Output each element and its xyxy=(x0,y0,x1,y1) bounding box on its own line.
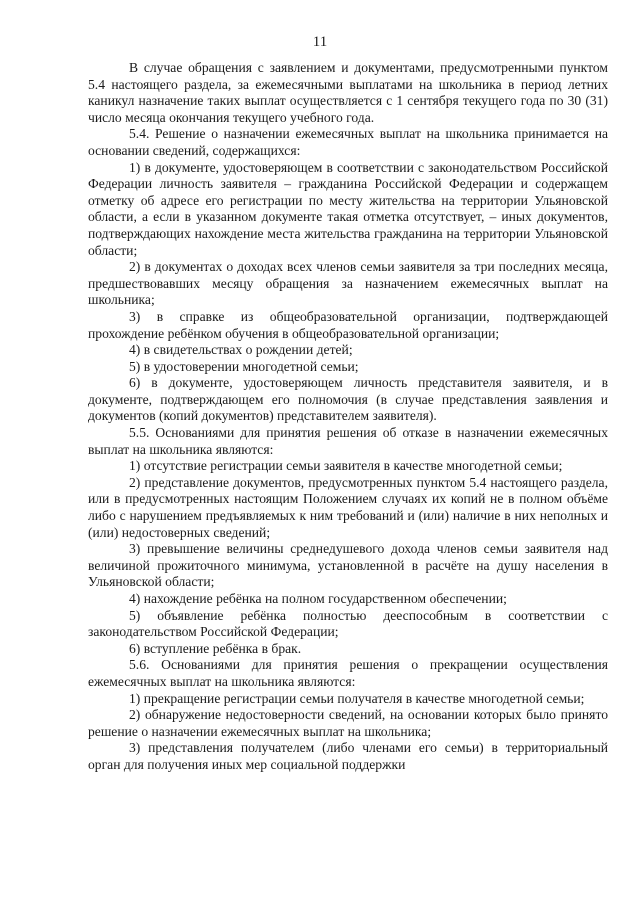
paragraph: 6) в документе, удостоверяющем личность представителя заявителя, и в документе, подтверждающем его полномочия (в случае представления заявления и документов (копий документов) представителем заявителя). xyxy=(88,375,608,424)
paragraph: 1) в документе, удостоверяющем в соответствии с законодательством Российской Федерации личность заявителя – гражданина Российской Федерации и содержащем отметку об адресе его регистрации по месту жительства на территории Ульяновской области, а если в указанном документе такая отметка отсутствует, – иных документов, подтверждающих нахождение места жительства гражданина на территории Ульяновской области; xyxy=(88,159,608,258)
paragraph: 2) представление документов, предусмотренных пунктом 5.4 настоящего раздела, или в предусмотренных настоящим Положением случаях их копий не в полном объёме либо с нарушением предъявляемых к ним требований и (или) наличие в них неполных и (или) недостоверных сведений; xyxy=(88,474,608,540)
paragraph: 4) в свидетельствах о рождении детей; xyxy=(129,342,353,358)
paragraph: 5.6. Основаниями для принятия решения о прекращении осуществления ежемесячных выплат на школьника являются: xyxy=(88,657,608,689)
page-number: 11 xyxy=(312,34,328,50)
paragraph: 3) превышение величины среднедушевого дохода членов семьи заявителя над величиной прожиточного минимума, установленной в расчёте на душу населения в Ульяновской области; xyxy=(88,541,608,590)
paragraph: 5) в удостоверении многодетной семьи; xyxy=(129,358,359,374)
paragraph: 5.5. Основаниями для принятия решения об отказе в назначении ежемесячных выплат на школьника являются: xyxy=(88,425,608,457)
document-body xyxy=(88,60,608,774)
paragraph: 5) объявление ребёнка полностью дееспособным в соответствии с законодательством Российской Федерации; xyxy=(88,607,608,640)
paragraph: 2) обнаружение недостоверности сведений, на основании которых было принято решение о назначении ежемесячных выплат на школьника; xyxy=(88,707,608,739)
paragraph: 1) отсутствие регистрации семьи заявителя в качестве многодетной семьи; xyxy=(129,458,563,474)
paragraph: 1) прекращение регистрации семьи получателя в качестве многодетной семьи; xyxy=(129,690,585,706)
paragraph: 2) в документах о доходах всех членов семьи заявителя за три последних месяца, предшествовавших месяцу обращения за назначением ежемесячных выплат на школьника; xyxy=(88,259,608,308)
paragraph: 6) вступление ребёнка в брак. xyxy=(129,640,302,656)
paragraph: В случае обращения с заявлением и документами, предусмотренными пунктом 5.4 настоящего раздела, за ежемесячными выплатами на школьника в период летних каникул назначение таких выплат осуществляется с 1 сентября текущего года по 30 (31) число месяца окончания текущего учебного года. xyxy=(88,60,608,125)
paragraph: 3) представления получателем (либо членами его семьи) в территориальный орган для получения иных мер социальной поддержки xyxy=(88,740,608,772)
paragraph: 4) нахождение ребёнка на полном государственном обеспечении; xyxy=(129,591,507,606)
paragraph: 5.4. Решение о назначении ежемесячных выплат на школьника принимается на основании сведений, содержащихся: xyxy=(88,126,608,158)
paragraph: 3) в справке из общеобразовательной организации, подтверждающей прохождение ребёнком обучения в общеобразовательной организации; xyxy=(88,308,608,341)
